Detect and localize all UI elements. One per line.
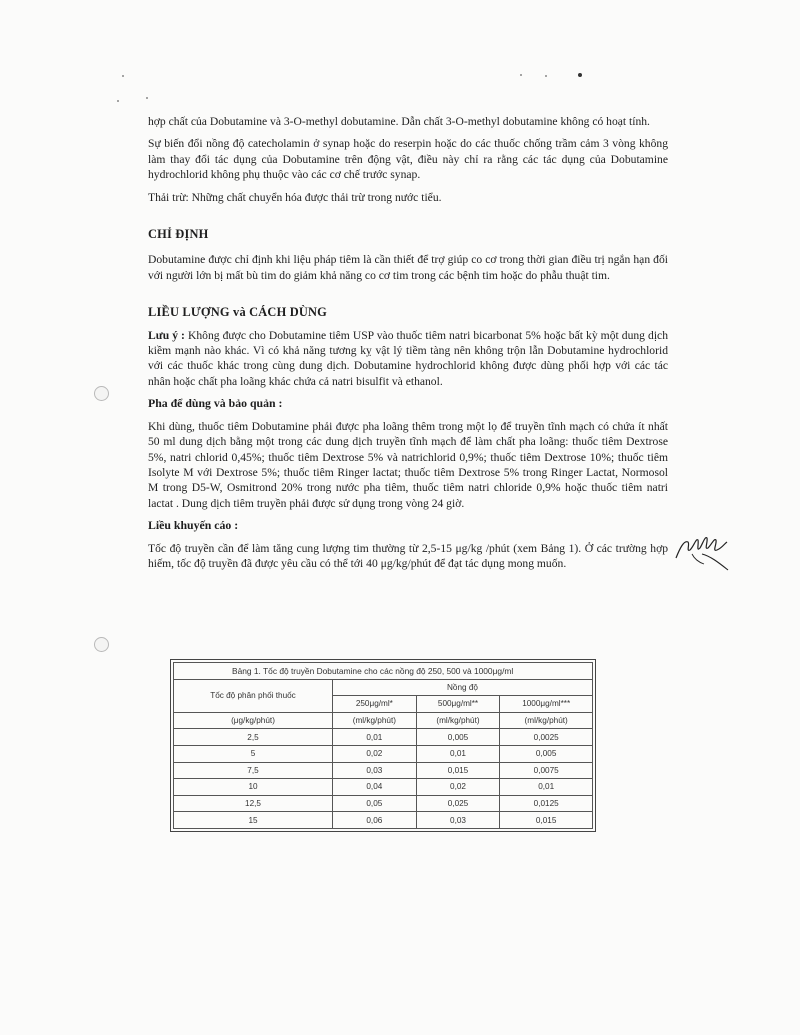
table-column-header: 1000μg/ml***	[500, 696, 593, 713]
table-cell: 0,005	[500, 745, 593, 762]
heading-lieu-luong: LIỀU LƯỢNG và CÁCH DÙNG	[148, 305, 327, 320]
scan-speck	[122, 75, 124, 77]
table-row	[174, 729, 593, 746]
table-group-label: Nồng độ	[333, 679, 593, 696]
table-cell: 0,01	[416, 745, 500, 762]
table-cell: 0,01	[333, 729, 417, 746]
table-caption: Bảng 1. Tốc độ truyền Dobutamine cho các nồng độ 250, 500 và 1000μg/ml	[174, 663, 593, 680]
table-row	[174, 795, 593, 812]
table-unit-cell: (μg/kg/phút)	[174, 712, 333, 729]
table-row	[174, 779, 593, 796]
paragraph-luu-y	[148, 328, 668, 390]
table-cell: 0,02	[416, 779, 500, 796]
table-cell: 0,02	[333, 745, 417, 762]
dosage-table-frame	[170, 659, 596, 832]
document-body	[148, 114, 668, 571]
table-row	[174, 745, 593, 762]
luu-y-text: Không được cho Dobutamine tiêm USP vào thuốc tiêm natri bicarbonat 5% hoặc bất kỳ một dung dịch kiềm mạnh nào khác. Vì có khả năng tương kỵ vật lý tiềm tàng nên không trộn lẫn Dobutamine hydrochlorid với các thuốc khác trong cùng dung dịch. Dobutamine hydrochlorid không được dùng phối hợp với các tác nhân hoặc chất pha loãng khác chứa cả natri bisulfit và ethanol.	[148, 328, 668, 388]
heading-pha-de-dung: Pha để dùng và bảo quản :	[148, 396, 283, 411]
table-caption-row	[174, 663, 593, 680]
table-column-header: 500μg/ml**	[416, 696, 500, 713]
punch-hole-mark	[94, 386, 109, 401]
table-cell: 5	[174, 745, 333, 762]
paragraph-catecholamine: Sự biến đổi nồng độ catecholamin ở synap hoặc do reserpin hoặc do các thuốc chống trầm cảm 3 vòng không làm thay đổi tác dụng của Dobutamine trên động vật, điều này chỉ ra rằng các tác dụng của Dobutamine hydrochlorid không phụ thuộc vào các cơ chế trước synap.	[148, 137, 668, 182]
dosage-table	[173, 662, 593, 829]
scan-speck	[520, 74, 522, 76]
table-cell: 0,03	[416, 812, 500, 829]
table-cell: 2,5	[174, 729, 333, 746]
table-cell: 0,0025	[500, 729, 593, 746]
heading-chi-dinh: CHỈ ĐỊNH	[148, 227, 209, 242]
table-cell: 0,0125	[500, 795, 593, 812]
table-cell: 10	[174, 779, 333, 796]
luu-y-label: Lưu ý :	[148, 328, 185, 342]
scan-speck	[117, 100, 119, 102]
table-cell: 15	[174, 812, 333, 829]
table-cell: 0,015	[416, 762, 500, 779]
table-row	[174, 762, 593, 779]
punch-hole-mark	[94, 637, 109, 652]
scan-speck	[578, 73, 582, 77]
paragraph-chi-dinh: Dobutamine được chỉ định khi liệu pháp tiêm là cần thiết để trợ giúp co cơ trong thời gian điều trị ngắn hạn đối với người lớn bị mất bù tim do giảm khả năng co cơ tim trong các bệnh tim hoặc do phẫu thuật tim.	[148, 253, 668, 282]
paragraph-lieu-khuyen-cao: Tốc độ truyền cần để làm tăng cung lượng tim thường từ 2,5-15 μg/kg /phút (xem Bảng 1). Ở các trường hợp hiếm, tốc độ truyền đã được yêu cầu có thể tới 40 μg/kg/phút để đạt tác dụng mong muốn.	[148, 541, 668, 570]
table-header-row	[174, 679, 593, 696]
table-cell: 12,5	[174, 795, 333, 812]
table-cell: 0,05	[333, 795, 417, 812]
table-row	[174, 812, 593, 829]
table-cell: 0,03	[333, 762, 417, 779]
table-column-header: 250μg/ml*	[333, 696, 417, 713]
paragraph-pha-de-dung: Khi dùng, thuốc tiêm Dobutamine phải được pha loãng thêm trong một lọ để truyền tĩnh mạch có chứa ít nhất 50 ml dung dịch bằng một trong các dung dịch truyền tĩnh mạch để làm chất pha loãng: thuốc tiêm Dextrose 5%, natri chlorid 0,45%; thuốc tiêm Dextrose 5% và natrichlorid 0,9%; thuốc tiêm Dextrose 10%; thuốc tiêm Isolyte M với Dextrose 5%; thuốc tiêm Ringer lactat; thuốc tiêm Dextrose 5% trong Ringer Lactat, Normosol M trong D5-W, Osmitrond 20% trong nước pha tiêm, thuốc tiêm natri chloride 0,9% hoặc thuốc tiêm natri lactat . Dung dịch tiêm truyền phải được sử dụng trong vòng 24 giờ.	[148, 419, 668, 510]
table-unit-row	[174, 712, 593, 729]
table-cell: 0,04	[333, 779, 417, 796]
table-unit-cell: (ml/kg/phút)	[416, 712, 500, 729]
paragraph-metabolite: hợp chất của Dobutamine và 3-O-methyl dobutamine. Dẫn chất 3-O-methyl dobutamine không có hoạt tính.	[148, 115, 650, 128]
table-cell: 0,025	[416, 795, 500, 812]
table-cell: 0,01	[500, 779, 593, 796]
handwritten-signature	[672, 518, 732, 578]
table-cell: 0,06	[333, 812, 417, 829]
scan-speck	[146, 97, 148, 99]
table-cell: 0,005	[416, 729, 500, 746]
heading-lieu-khuyen-cao: Liều khuyến cáo :	[148, 518, 239, 533]
table-rowhead-label: Tốc độ phân phối thuốc	[174, 679, 333, 712]
scan-speck	[545, 75, 547, 77]
table-unit-cell: (ml/kg/phút)	[333, 712, 417, 729]
table-cell: 7,5	[174, 762, 333, 779]
table-cell: 0,015	[500, 812, 593, 829]
table-unit-cell: (ml/kg/phút)	[500, 712, 593, 729]
paragraph-elimination: Thải trừ: Những chất chuyển hóa được thải trừ trong nước tiểu.	[148, 190, 442, 204]
table-cell: 0,0075	[500, 762, 593, 779]
